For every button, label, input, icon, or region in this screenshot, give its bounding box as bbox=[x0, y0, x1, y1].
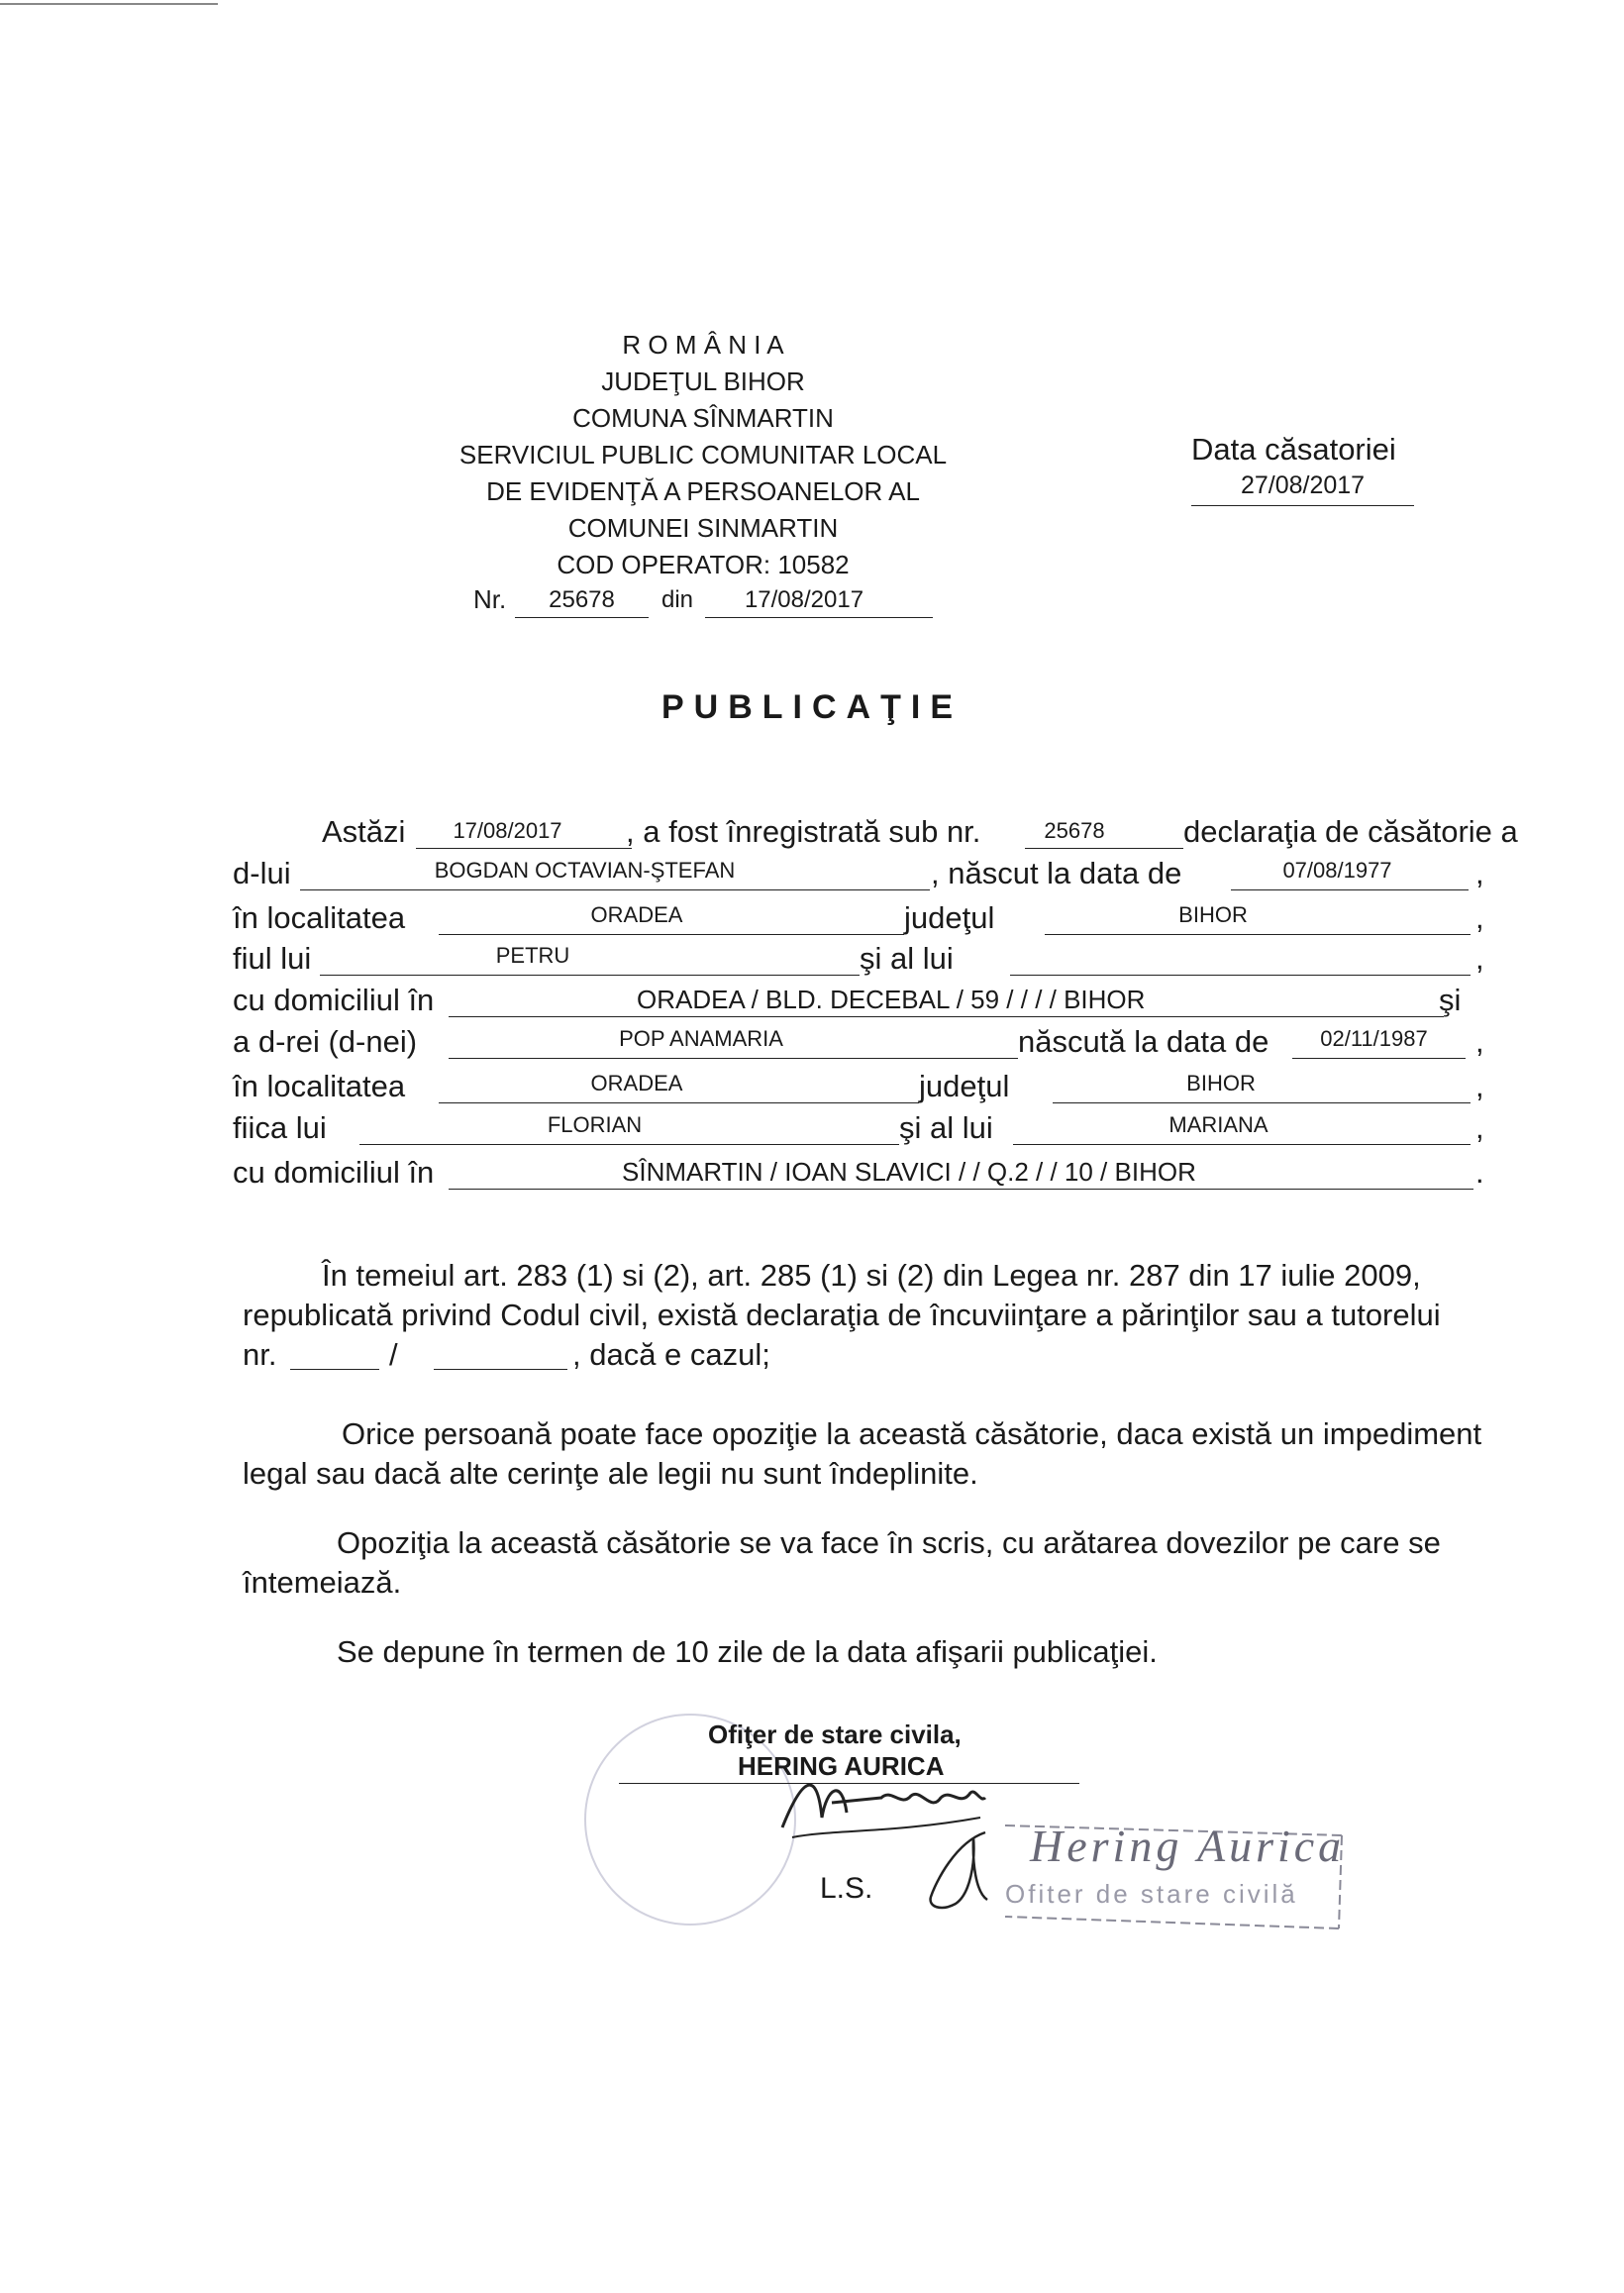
header-nr-blank bbox=[515, 617, 649, 618]
groom-father: PETRU bbox=[495, 943, 570, 968]
header-county: JUDEŢUL BIHOR bbox=[601, 366, 805, 396]
localitatea-label-1: în localitatea bbox=[233, 900, 406, 935]
astazi-label: Astăzi bbox=[322, 814, 406, 849]
marriage-date-label: Data căsatoriei bbox=[1191, 432, 1396, 467]
bride-locality-blank bbox=[439, 1102, 919, 1103]
para1-line2: republicată privind Codul civil, există declaraţia de încuviinţare a părinţilor sau a tutorelui bbox=[243, 1298, 1441, 1332]
adrei-label: a d-rei (d-nei) bbox=[233, 1024, 418, 1059]
header-commune: COMUNA SÎNMARTIN bbox=[572, 403, 834, 433]
scan-edge-line bbox=[0, 3, 218, 5]
para2-line1: Orice persoană poate face opoziţie la această căsătorie, daca există un impediment bbox=[342, 1416, 1482, 1451]
judetul-label-2: judeţul bbox=[919, 1069, 1010, 1103]
si-al-lui-label-2: şi al lui bbox=[899, 1110, 993, 1145]
bride-birth-blank bbox=[1292, 1058, 1466, 1059]
bride-name: POP ANAMARIA bbox=[619, 1026, 783, 1051]
initial-flourish bbox=[916, 1823, 1010, 1922]
nascuta-label: născută la data de bbox=[1018, 1024, 1269, 1059]
para3-line2: întemeiază. bbox=[243, 1565, 402, 1600]
header-din-label: din bbox=[661, 586, 694, 613]
punct-comma-2: , bbox=[1475, 900, 1484, 935]
header-nr-value: 25678 bbox=[549, 586, 615, 613]
header-service-line2: DE EVIDENŢĂ A PERSOANELOR AL bbox=[486, 476, 920, 506]
nascut-label: , născut la data de bbox=[931, 856, 1182, 890]
astazi-value: 17/08/2017 bbox=[453, 818, 562, 843]
domiciliul-label-1: cu domiciliul în bbox=[233, 983, 435, 1017]
header-service-line3: COMUNEI SINMARTIN bbox=[567, 513, 839, 543]
punct-comma-4: , bbox=[1475, 1024, 1484, 1059]
bride-name-blank bbox=[449, 1058, 1018, 1059]
groom-address-blank bbox=[449, 1016, 1444, 1017]
para4-line1: Se depune în termen de 10 zile de la data afişarii publicaţiei. bbox=[337, 1634, 1158, 1669]
marriage-date-value: 27/08/2017 bbox=[1240, 471, 1366, 499]
header-nr-label: Nr. bbox=[473, 584, 507, 614]
astazi-blank bbox=[416, 848, 632, 849]
bride-county-blank bbox=[1053, 1102, 1471, 1103]
officer-name: HERING AURICA bbox=[738, 1751, 945, 1781]
groom-county: BIHOR bbox=[1178, 902, 1248, 927]
bride-birth: 02/11/1987 bbox=[1320, 1026, 1428, 1051]
localitatea-label-2: în localitatea bbox=[233, 1069, 406, 1103]
para3-line1: Opoziţia la această căsătorie se va face în scris, cu arătarea dovezilor pe care se bbox=[337, 1525, 1441, 1560]
bride-address: SÎNMARTIN / IOAN SLAVICI / / Q.2 / / 10 / BIHOR bbox=[622, 1157, 1196, 1187]
ls-label: L.S. bbox=[820, 1872, 873, 1905]
punct-comma-5: , bbox=[1475, 1069, 1484, 1103]
punct-comma-1: , bbox=[1475, 856, 1484, 890]
bride-father-blank bbox=[359, 1144, 899, 1145]
officer-name-stamp bbox=[1000, 1818, 1347, 1936]
para2-line2: legal sau dacă alte cerinţe ale legii nu sunt îndeplinite. bbox=[243, 1456, 978, 1491]
groom-name-blank bbox=[300, 889, 930, 890]
para1-nr-label: nr. bbox=[243, 1337, 277, 1372]
judetul-label-1: judeţul bbox=[904, 900, 995, 935]
reg-nr-blank bbox=[1025, 848, 1183, 849]
header-service-line1: SERVICIUL PUBLIC COMUNITAR LOCAL bbox=[458, 440, 948, 469]
header-operator-code: COD OPERATOR: 10582 bbox=[557, 550, 850, 579]
groom-address: ORADEA / BLD. DECEBAL / 59 / / / / BIHOR bbox=[637, 985, 1146, 1014]
dlui-label: d-lui bbox=[233, 856, 291, 890]
para1-date-blank bbox=[434, 1369, 567, 1370]
registered-label: , a fost înregistrată sub nr. bbox=[626, 814, 981, 849]
para1-tail: , dacă e cazul; bbox=[572, 1337, 770, 1372]
bride-mother-blank bbox=[1013, 1144, 1471, 1145]
bride-father: FLORIAN bbox=[547, 1112, 643, 1137]
header-din-value: 17/08/2017 bbox=[744, 586, 864, 613]
si-al-lui-label-1: şi al lui bbox=[860, 941, 954, 976]
bride-address-blank bbox=[449, 1189, 1473, 1190]
punct-comma-6: , bbox=[1475, 1110, 1484, 1145]
groom-father-blank bbox=[320, 975, 860, 976]
declaratia-label: declaraţia de căsătorie a bbox=[1183, 814, 1518, 849]
reg-nr-value: 25678 bbox=[1044, 818, 1105, 843]
domiciliul-label-2: cu domiciliul în bbox=[233, 1155, 435, 1190]
punct-comma-3: , bbox=[1475, 941, 1484, 976]
para1-slash: / bbox=[389, 1337, 398, 1372]
document-title: PUBLICAŢIE bbox=[661, 688, 963, 726]
groom-locality: ORADEA bbox=[590, 902, 683, 927]
bride-mother: MARIANA bbox=[1168, 1112, 1269, 1137]
groom-birth: 07/08/1977 bbox=[1282, 858, 1392, 883]
groom-name: BOGDAN OCTAVIAN-ŞTEFAN bbox=[434, 858, 736, 883]
fiica-label: fiica lui bbox=[233, 1110, 327, 1145]
para1-line1: În temeiul art. 283 (1) si (2), art. 285 (1) si (2) din Legea nr. 287 din 17 iulie 2009, bbox=[322, 1258, 1421, 1293]
punct-period: . bbox=[1475, 1155, 1484, 1190]
fiul-label: fiul lui bbox=[233, 941, 312, 976]
marriage-date-blank bbox=[1191, 505, 1414, 506]
officer-role: Ofiţer de stare civila, bbox=[708, 1720, 962, 1749]
groom-county-blank bbox=[1045, 934, 1471, 935]
header-country: R O M Â N I A bbox=[622, 330, 784, 360]
groom-mother-blank bbox=[1010, 975, 1471, 976]
si-label: şi bbox=[1439, 983, 1462, 1017]
bride-county: BIHOR bbox=[1186, 1071, 1256, 1095]
header-din-blank bbox=[705, 617, 933, 618]
bride-locality: ORADEA bbox=[590, 1071, 683, 1095]
stamp-officer-title: Ofiter de stare civilă bbox=[1005, 1879, 1298, 1909]
groom-birth-blank bbox=[1231, 889, 1469, 890]
para1-nr-blank bbox=[290, 1369, 379, 1370]
groom-locality-blank bbox=[439, 934, 904, 935]
stamp-officer-name: Hering Aurica bbox=[1030, 1821, 1346, 1871]
